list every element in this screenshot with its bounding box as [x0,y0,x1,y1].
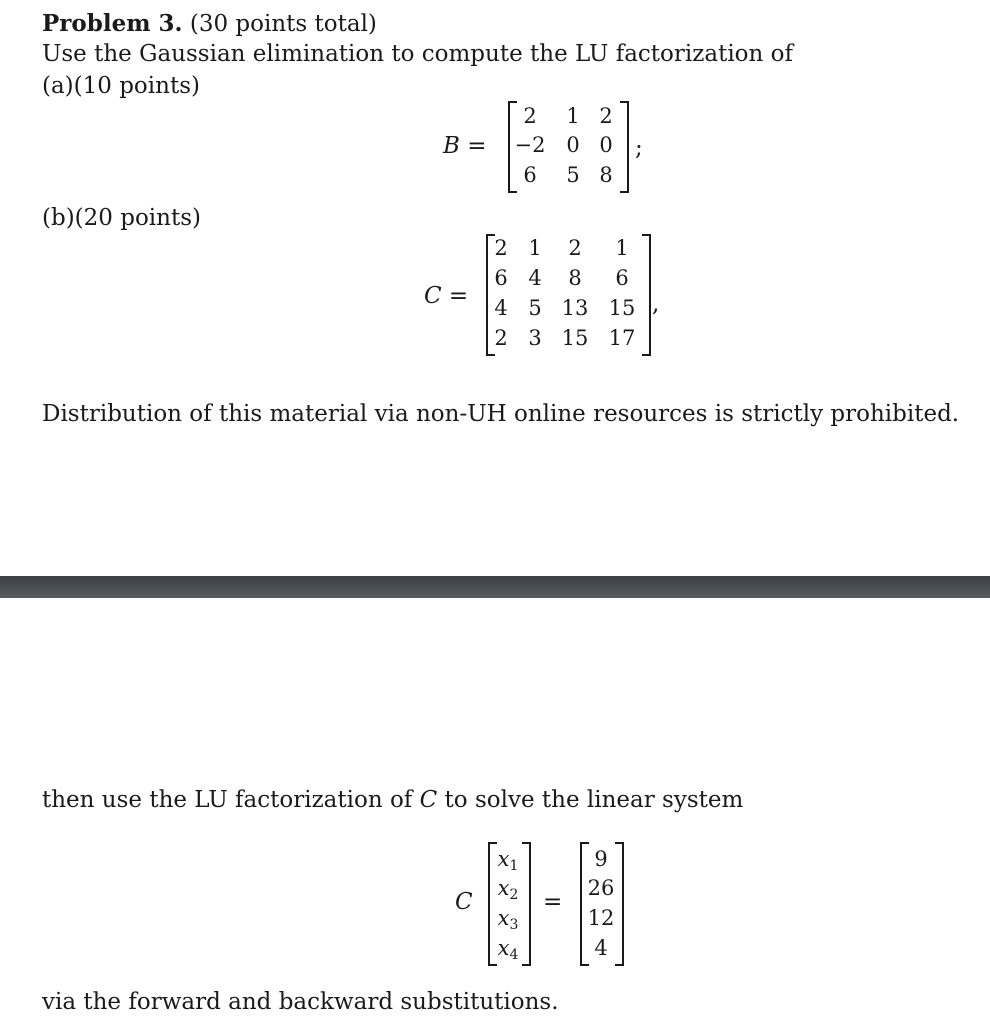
matrix-c-cell: 6 [494,266,508,290]
closing-text: via the forward and backward substitutions. [42,989,559,1015]
matrix-c-equation [424,282,468,310]
x-vector-entry-base: x [497,936,510,960]
matrix-c-cell: 15 [561,326,589,350]
matrix-c-cell: 17 [608,326,636,350]
matrix-b-cell: 1 [566,104,580,128]
distribution-notice: Distribution of this material via non-UH online resources is strictly prohibited. [42,401,960,427]
x-vector-entry-sub: 1 [509,858,519,874]
x-vector-entry-base: x [497,906,510,930]
matrix-b-name: B [443,133,460,159]
matrix-c-cell: 5 [528,296,542,320]
matrix-c-cell: 4 [494,296,508,320]
rhs-vector-entry: 4 [594,936,608,960]
matrix-c-comma: , [652,291,660,317]
matrix-c-cell: 4 [528,266,542,290]
matrix-b-cell: 2 [523,104,537,128]
matrix-b-semicolon: ; [635,135,643,161]
points-total: (30 points total) [189,11,377,37]
x-vector-entry-sub: 4 [509,947,519,963]
matrix-b-cell: 5 [566,163,580,187]
matrix-b-equals: = [467,133,487,159]
x-vector-entry [490,906,526,937]
matrix-c-cell: 3 [528,326,542,350]
matrix-c-name: C [424,283,442,309]
matrix-b-cell: 8 [599,163,613,187]
system-intro-var: C [419,787,438,813]
matrix-c-cell: 2 [494,326,508,350]
system-matrix-c: C [455,889,473,915]
matrix-c-right-bracket [642,234,651,356]
matrix-c-cell: 1 [615,236,629,260]
matrix-c-cell: 8 [568,266,582,290]
x-vector-entry-base: x [497,876,510,900]
matrix-b-cell: 2 [599,104,613,128]
matrix-b-equation [443,132,487,160]
part-a-label: (a)(10 points) [42,73,200,99]
rhs-vector-entry: 12 [587,906,615,930]
matrix-c-cell: 2 [494,236,508,260]
system-intro-after: to solve the linear system [437,787,744,813]
matrix-c-cell: 6 [615,266,629,290]
matrix-c-cell: 13 [561,296,589,320]
rhs-vector-entry: 26 [587,876,615,900]
matrix-c-cell: 15 [608,296,636,320]
part-b-label: (b)(20 points) [42,205,201,231]
system-intro [42,786,743,814]
x-vector-entry [490,936,526,967]
system-equals: = [543,889,563,915]
matrix-c-equals: = [448,283,469,309]
x-vector-entry [490,876,526,907]
page-divider [0,576,990,598]
instruction-text: Use the Gaussian elimination to compute the LU factorization of [42,41,794,67]
x-vector-entry-sub: 2 [509,887,519,903]
x-vector-entry-sub: 3 [509,917,519,933]
system-intro-before: then use the LU factorization of [42,787,420,813]
rhs-vector-entry: 9 [594,847,608,871]
problem-label: Problem 3. [42,10,183,37]
matrix-b-cell: 6 [523,163,537,187]
x-vector-entry [490,847,526,878]
problem-heading [42,10,377,38]
matrix-b-cell: −2 [514,133,546,157]
x-vector-entry-base: x [497,847,510,871]
matrix-c-cell: 1 [528,236,542,260]
matrix-c-cell: 2 [568,236,582,260]
matrix-b-cell: 0 [566,133,580,157]
matrix-b-cell: 0 [599,133,613,157]
